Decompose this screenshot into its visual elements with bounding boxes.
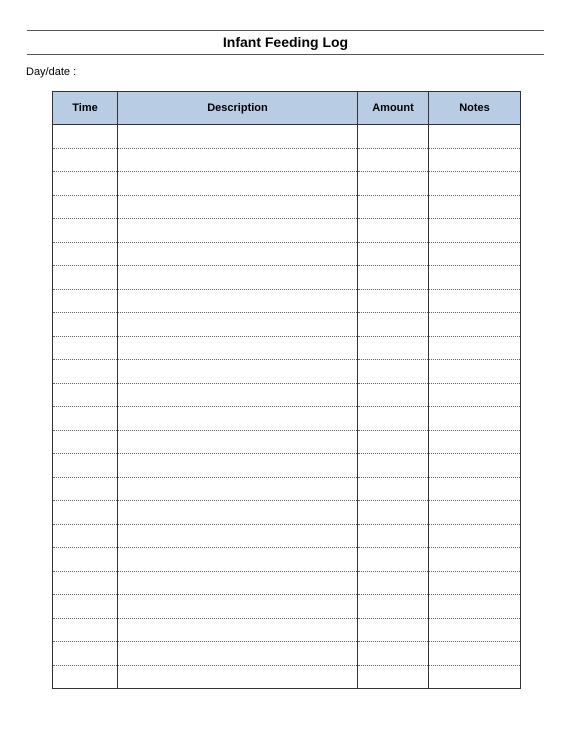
cell-description[interactable]: [118, 219, 358, 243]
cell-amount[interactable]: [358, 501, 429, 525]
cell-time[interactable]: [53, 266, 118, 290]
table-row: [53, 618, 521, 642]
cell-time[interactable]: [53, 313, 118, 337]
cell-description[interactable]: [118, 148, 358, 172]
cell-time[interactable]: [53, 430, 118, 454]
cell-time[interactable]: [53, 195, 118, 219]
cell-time[interactable]: [53, 571, 118, 595]
table-row: [53, 266, 521, 290]
cell-time[interactable]: [53, 618, 118, 642]
cell-description[interactable]: [118, 665, 358, 689]
cell-amount[interactable]: [358, 595, 429, 619]
cell-notes[interactable]: [429, 219, 521, 243]
cell-time[interactable]: [53, 172, 118, 196]
cell-notes[interactable]: [429, 172, 521, 196]
cell-notes[interactable]: [429, 501, 521, 525]
cell-amount[interactable]: [358, 383, 429, 407]
cell-notes[interactable]: [429, 266, 521, 290]
cell-description[interactable]: [118, 266, 358, 290]
cell-notes[interactable]: [429, 454, 521, 478]
table-row: [53, 642, 521, 666]
cell-description[interactable]: [118, 289, 358, 313]
cell-time[interactable]: [53, 477, 118, 501]
column-header-description: Description: [118, 92, 358, 125]
cell-notes[interactable]: [429, 383, 521, 407]
table-row: [53, 454, 521, 478]
cell-notes[interactable]: [429, 430, 521, 454]
cell-amount[interactable]: [358, 524, 429, 548]
cell-notes[interactable]: [429, 360, 521, 384]
table-row: [53, 313, 521, 337]
cell-amount[interactable]: [358, 665, 429, 689]
cell-amount[interactable]: [358, 289, 429, 313]
cell-description[interactable]: [118, 642, 358, 666]
cell-time[interactable]: [53, 548, 118, 572]
cell-time[interactable]: [53, 360, 118, 384]
cell-description[interactable]: [118, 524, 358, 548]
cell-notes[interactable]: [429, 571, 521, 595]
cell-description[interactable]: [118, 454, 358, 478]
cell-amount[interactable]: [358, 548, 429, 572]
table-row: [53, 383, 521, 407]
cell-time[interactable]: [53, 454, 118, 478]
cell-notes[interactable]: [429, 313, 521, 337]
cell-time[interactable]: [53, 148, 118, 172]
cell-notes[interactable]: [429, 125, 521, 149]
cell-amount[interactable]: [358, 430, 429, 454]
table-row: [53, 219, 521, 243]
cell-notes[interactable]: [429, 195, 521, 219]
cell-description[interactable]: [118, 407, 358, 431]
cell-amount[interactable]: [358, 642, 429, 666]
cell-amount[interactable]: [358, 172, 429, 196]
table-row: [53, 571, 521, 595]
cell-time[interactable]: [53, 524, 118, 548]
table-row: [53, 172, 521, 196]
cell-description[interactable]: [118, 477, 358, 501]
column-header-notes: Notes: [429, 92, 521, 125]
cell-notes[interactable]: [429, 548, 521, 572]
cell-time[interactable]: [53, 642, 118, 666]
cell-amount[interactable]: [358, 313, 429, 337]
cell-time[interactable]: [53, 125, 118, 149]
cell-description[interactable]: [118, 125, 358, 149]
column-header-time: Time: [53, 92, 118, 125]
cell-amount[interactable]: [358, 477, 429, 501]
cell-amount[interactable]: [358, 242, 429, 266]
cell-notes[interactable]: [429, 477, 521, 501]
cell-time[interactable]: [53, 407, 118, 431]
cell-notes[interactable]: [429, 524, 521, 548]
cell-notes[interactable]: [429, 242, 521, 266]
cell-notes[interactable]: [429, 618, 521, 642]
cell-description[interactable]: [118, 172, 358, 196]
table-header-row: [53, 92, 521, 125]
table-row: [53, 336, 521, 360]
cell-notes[interactable]: [429, 595, 521, 619]
cell-amount[interactable]: [358, 360, 429, 384]
table-row: [53, 125, 521, 149]
table-row: [53, 595, 521, 619]
table-row: [53, 524, 521, 548]
cell-description[interactable]: [118, 548, 358, 572]
table-row: [53, 360, 521, 384]
page-title: Infant Feeding Log: [222, 34, 349, 50]
cell-description[interactable]: [118, 242, 358, 266]
cell-amount[interactable]: [358, 148, 429, 172]
cell-description[interactable]: [118, 595, 358, 619]
day-date-label: Day/date :: [26, 66, 77, 78]
table-body: [53, 125, 521, 689]
cell-amount[interactable]: [358, 407, 429, 431]
cell-description[interactable]: [118, 501, 358, 525]
cell-description[interactable]: [118, 383, 358, 407]
cell-notes[interactable]: [429, 407, 521, 431]
cell-time[interactable]: [53, 665, 118, 689]
cell-amount[interactable]: [358, 219, 429, 243]
table-row: [53, 289, 521, 313]
cell-description[interactable]: [118, 430, 358, 454]
cell-description[interactable]: [118, 313, 358, 337]
cell-amount[interactable]: [358, 195, 429, 219]
table-row: [53, 430, 521, 454]
cell-amount[interactable]: [358, 454, 429, 478]
cell-description[interactable]: [118, 618, 358, 642]
cell-notes[interactable]: [429, 289, 521, 313]
cell-time[interactable]: [53, 501, 118, 525]
cell-amount[interactable]: [358, 336, 429, 360]
cell-description[interactable]: [118, 571, 358, 595]
table-row: [53, 548, 521, 572]
table-row: [53, 665, 521, 689]
table-row: [53, 148, 521, 172]
feeding-log-table: [52, 91, 521, 689]
cell-time[interactable]: [53, 383, 118, 407]
cell-amount[interactable]: [358, 125, 429, 149]
table-row: [53, 407, 521, 431]
table-row: [53, 195, 521, 219]
table-row: [53, 501, 521, 525]
cell-amount[interactable]: [358, 618, 429, 642]
title-bottom-rule: [27, 54, 544, 55]
column-header-amount: Amount: [358, 92, 429, 125]
cell-notes[interactable]: [429, 642, 521, 666]
cell-description[interactable]: [118, 336, 358, 360]
cell-amount[interactable]: [358, 266, 429, 290]
cell-notes[interactable]: [429, 665, 521, 689]
cell-time[interactable]: [53, 219, 118, 243]
cell-time[interactable]: [53, 242, 118, 266]
cell-amount[interactable]: [358, 571, 429, 595]
cell-description[interactable]: [118, 195, 358, 219]
cell-time[interactable]: [53, 336, 118, 360]
cell-notes[interactable]: [429, 336, 521, 360]
cell-time[interactable]: [53, 595, 118, 619]
table-row: [53, 242, 521, 266]
cell-notes[interactable]: [429, 148, 521, 172]
cell-description[interactable]: [118, 360, 358, 384]
cell-time[interactable]: [53, 289, 118, 313]
table-row: [53, 477, 521, 501]
